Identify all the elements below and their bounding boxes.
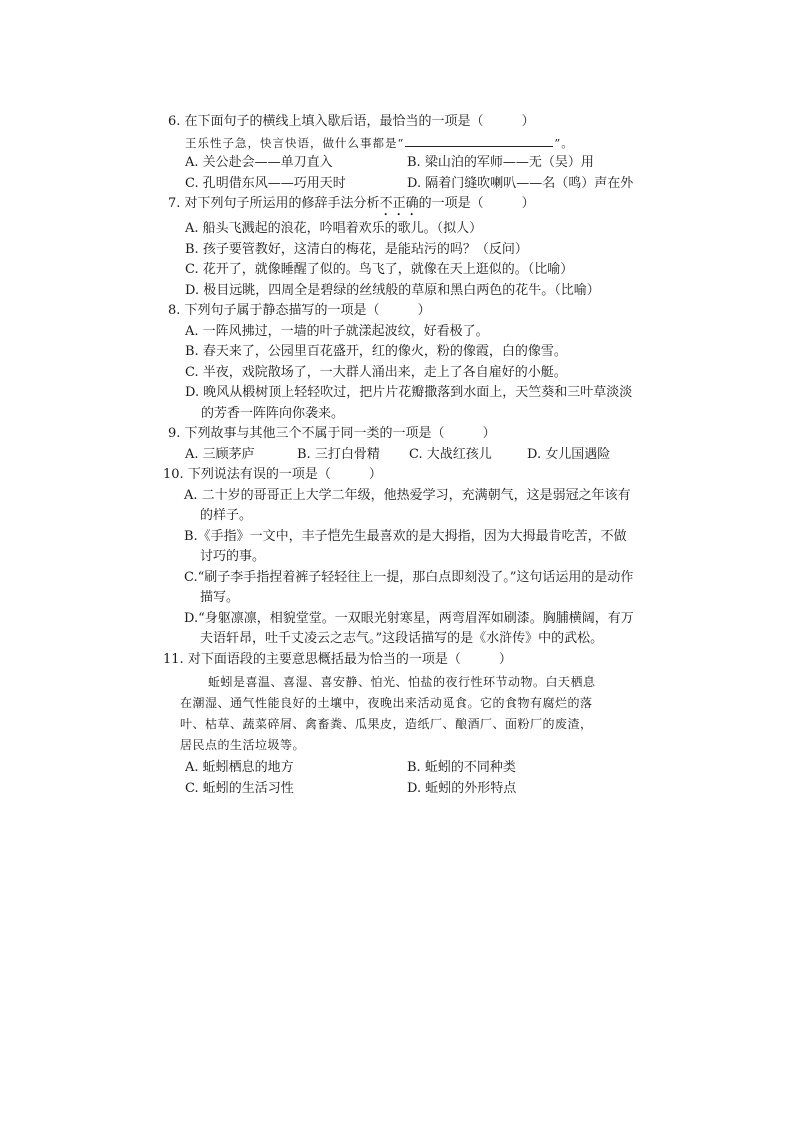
passage-line: 蚯蚓是喜温、喜湿、喜安静、怕光、怕盐的夜行性环节动物。白天栖息 [208,675,596,689]
passage-line: 叶、枯草、蔬菜碎屑、禽畜粪、瓜果皮，造纸厂、酿酒厂、面粉厂的废渣， [180,717,593,731]
option-b[interactable]: B. 三打白骨精 [297,446,380,462]
question-stem: 下列说法有误的一项是（ [187,467,331,482]
question-stem: 下列句子属于静态描写的一项是（ [184,303,380,318]
option-d[interactable]: D. 极目远眺，四周全是碧绿的丝绒般的草原和黑白两色的花牛。（比喻） [185,282,600,298]
question-number: 10. [163,467,184,482]
question-stem: 对下列句子所运用的修辞手法分析不正确的一项是（ [184,196,484,211]
question-11: 11. 对下面语段的主要意思概括最为恰当的一项是（ ） 蚯蚓是喜温、喜湿、喜安静、怕光、怕盐的夜行性环节动物。白天栖息 在潮湿、通气性能良好的土壤中，夜晚出来活动觅食。它的食物有腐烂的落 叶、枯草、蔬菜碎屑、禽畜粪、瓜果皮，造纸厂、酿酒厂、面粉厂的废渣， 居民点的生活垃圾等。 A. 蚯蚓栖息的地方 B. 蚯蚓的不同种类 C. 蚯蚓的生活习性 D. 蚯蚓的外形特点 [163,650,638,800]
option-a[interactable]: A. 二十岁的哥哥正上大学二年级，他热爱学习，充满朝气，这是弱冠之年该有的样子。 [184,487,631,523]
option-a[interactable]: A. 三顾茅庐 [185,446,255,462]
question-6: 6. 在下面句子的横线上填入歇后语，最恰当的一项是（ ） 王乐性子急，快言快语，做什么事都是“ ”。 A. 关公赴会——单刀直入 B. 梁山泊的军师——无（吴）用 C. 孔明借东风——巧用天时 D. 隔着门缝吹喇叭——名（鸣）声在外 [168,112,638,194]
option-b[interactable]: B. 春天来了，公园里百花盛开，红的像火，粉的像霞，白的像雪。 [185,344,567,359]
question-10: 10. 下列说法有误的一项是（ ） A. 二十岁的哥哥正上大学二年级，他热爱学习，充满朝气，这是弱冠之年该有的样子。 B.《手指》一文中，丰子恺先生最喜欢的是大拇指，因为大拇最肯吃苦，不做讨巧的事。 C.“刷子李手指捏着裤子轻轻往上一提，那白点即刻没了。”这句话运用的是动作描写。 D.“身躯凛凛，相貌堂堂。一双眼光射寒星，两弯眉浑如刷漆。胸脯横阔，有万夫语轩昂，吐千丈凌云之志气。”这段话描写的是《水浒传》中的武松。 [163,465,638,650]
options [168,153,638,194]
option-b[interactable]: B. 蚯蚓的不同种类 [407,760,516,775]
question-stem: 在下面句子的横线上填入歇后语，最恰当的一项是（ [184,114,484,129]
option-c[interactable]: C. 半夜，戏院散场了，一大群人涌出来，走上了各自雇好的小艇。 [185,364,567,380]
option-d[interactable]: D. 隔着门缝吹喇叭——名（鸣）声在外 [407,175,634,191]
option-b[interactable]: B. 孩子要管教好，这清白的梅花，是能玷污的吗？（反问） [185,241,528,257]
option-a[interactable]: A. 船头飞溅起的浪花，吟唱着欢乐的歌儿。（拟人） [185,221,483,236]
question-stem: 对下面语段的主要意思概括最为恰当的一项是（ [187,651,461,667]
option-a[interactable]: A. 蚯蚓栖息的地方 [185,760,294,775]
options [168,219,638,301]
option-d[interactable]: D.“身躯凛凛，相貌堂堂。一双眼光射寒星，两弯眉浑如刷漆。胸脯横阔，有万夫语轩昂，吐千丈凌云之志气。”这段话描写的是《水浒传》中的武松。 [184,610,634,646]
option-d[interactable]: D. 女儿国遇险 [527,446,611,462]
option-d[interactable]: D. 蚯蚓的外形特点 [407,780,517,796]
option-c[interactable]: C. 大战红孩儿 [409,446,492,462]
option-c[interactable]: C. 蚯蚓的生活习性 [185,780,294,796]
passage-line: 居民点的生活垃圾等。 [180,738,306,752]
question-number: 7. [168,196,181,211]
question-number: 6. [168,114,181,129]
question-stem: 下列故事与其他三个不属于同一类的一项是（ [184,426,445,441]
passage-line: 在潮湿、通气性能良好的土壤中，夜晚出来活动觅食。它的食物有腐烂的落 [180,696,593,710]
option-d[interactable]: D. 晚风从椴树顶上轻轻吹过，把片片花瓣撒落到水面上，天竺葵和三叶草淡淡的芳香一阵阵向你袭来。 [185,385,633,421]
option-a[interactable]: A. 一阵风拂过，一墙的叶子就漾起波纹，好看极了。 [185,323,489,339]
option-b[interactable]: B. 梁山泊的军师——无（吴）用 [407,155,594,170]
option-a[interactable]: A. 关公赴会——单刀直入 [185,155,333,170]
question-9: 9. 下列故事与其他三个不属于同一类的一项是（ ） A. 三顾茅庐 B. 三打白骨精 C. 大战红孩儿 D. 女儿国遇险 [168,424,638,465]
options [168,322,638,425]
fill-blank-line[interactable] [405,134,553,147]
fill-sentence: 王乐性子急，快言快语，做什么事都是“ ”。 [185,135,574,150]
question-7: 7. 对下列句子所运用的修辞手法分析不正确的一项是（ ） A. 船头飞溅起的浪花，吟唱着欢乐的歌儿。（拟人） B. 孩子要管教好，这清白的梅花，是能玷污的吗？（反问） C. 花开了，就像睡醒了似的。鸟飞了，就像在天上逛似的。（比喻） D. 极目远眺，四周全是碧绿的丝绒般的草原和黑白两色的花牛。（比喻） [168,194,638,301]
option-b[interactable]: B.《手指》一文中，丰子恺先生最喜欢的是大拇指，因为大拇最肯吃苦，不做讨巧的事。 [184,528,627,564]
options [163,758,638,799]
reading-passage [163,672,638,756]
option-c[interactable]: C.“刷子李手指捏着裤子轻轻往上一提，那白点即刻没了。”这句话运用的是动作描写。 [184,569,634,605]
options [168,445,638,466]
question-number: 9. [168,426,181,441]
emphasis-text: 不正确 [379,196,419,211]
question-number: 11. [163,651,184,667]
options [163,486,638,650]
exam-page [163,112,638,799]
option-c[interactable]: C. 孔明借东风——巧用天时 [185,175,346,191]
option-c[interactable]: C. 花开了，就像睡醒了似的。鸟飞了，就像在天上逛似的。（比喻） [185,262,574,277]
question-8: 8. 下列句子属于静态描写的一项是（ ） A. 一阵风拂过，一墙的叶子就漾起波纹，好看极了。 B. 春天来了，公园里百花盛开，红的像火，粉的像霞，白的像雪。 C. 半夜，戏院散场了，一大群人涌出来，走上了各自雇好的小艇。 D. 晚风从椴树顶上轻轻吹过，把片片花瓣撒落到水面上，天竺葵和三叶草淡淡的芳香一阵阵向你袭来。 [168,301,638,424]
question-number: 8. [168,303,181,318]
